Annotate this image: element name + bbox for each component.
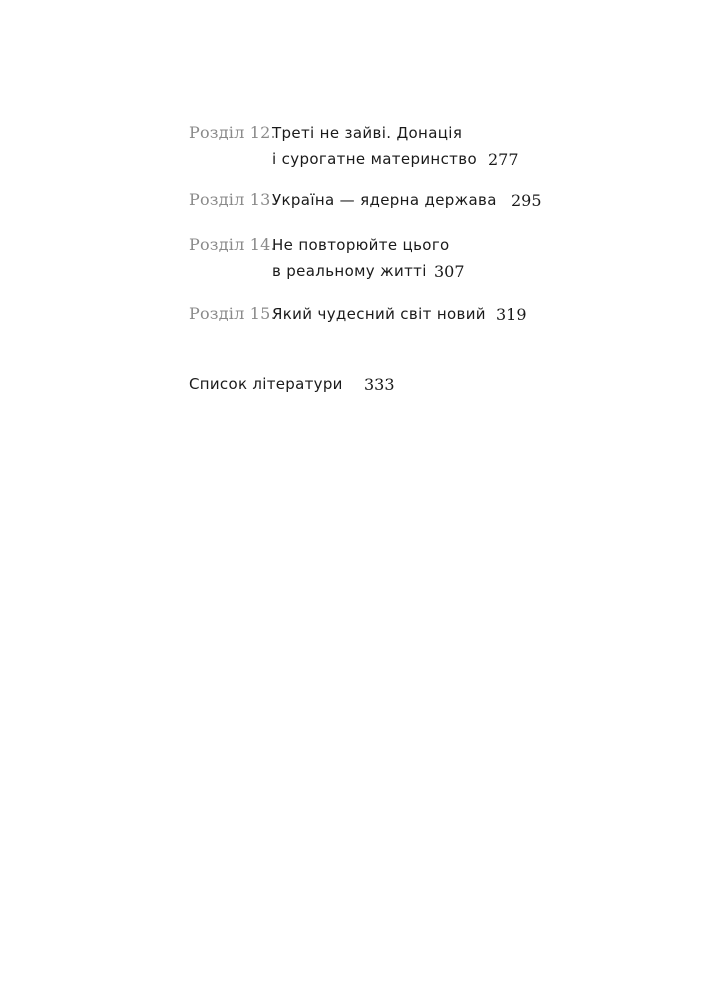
page-number: 295 [511, 191, 542, 210]
chapter-title-line-1: Україна — ядерна держава [272, 191, 497, 209]
chapter-label: Розділ 15. [189, 304, 276, 323]
chapter-label: Розділ 13. [189, 190, 276, 209]
chapter-label: Розділ 12. [189, 123, 276, 142]
chapter-title-line-2: в реальному житті [272, 262, 427, 280]
page-number: 307 [434, 262, 465, 281]
chapter-title-line-1: Треті не зайві. Донація [272, 124, 463, 142]
chapter-title-line-1: Не повторюйте цього [272, 236, 450, 254]
chapter-title-line-2: і сурогатне материнство [272, 150, 477, 168]
toc-entry-chapter-12 [0, 123, 728, 193]
toc-entry-chapter-14 [0, 235, 728, 305]
toc-entry-chapter-15 [0, 304, 728, 374]
chapter-label: Розділ 14. [189, 235, 276, 254]
page-number: 277 [488, 150, 519, 169]
page-number: 319 [496, 305, 527, 324]
chapter-title-line-1: Який чудесний світ новий [272, 305, 486, 323]
bibliography-title: Список літератури [189, 375, 343, 393]
bibliography-page-number: 333 [364, 375, 395, 394]
